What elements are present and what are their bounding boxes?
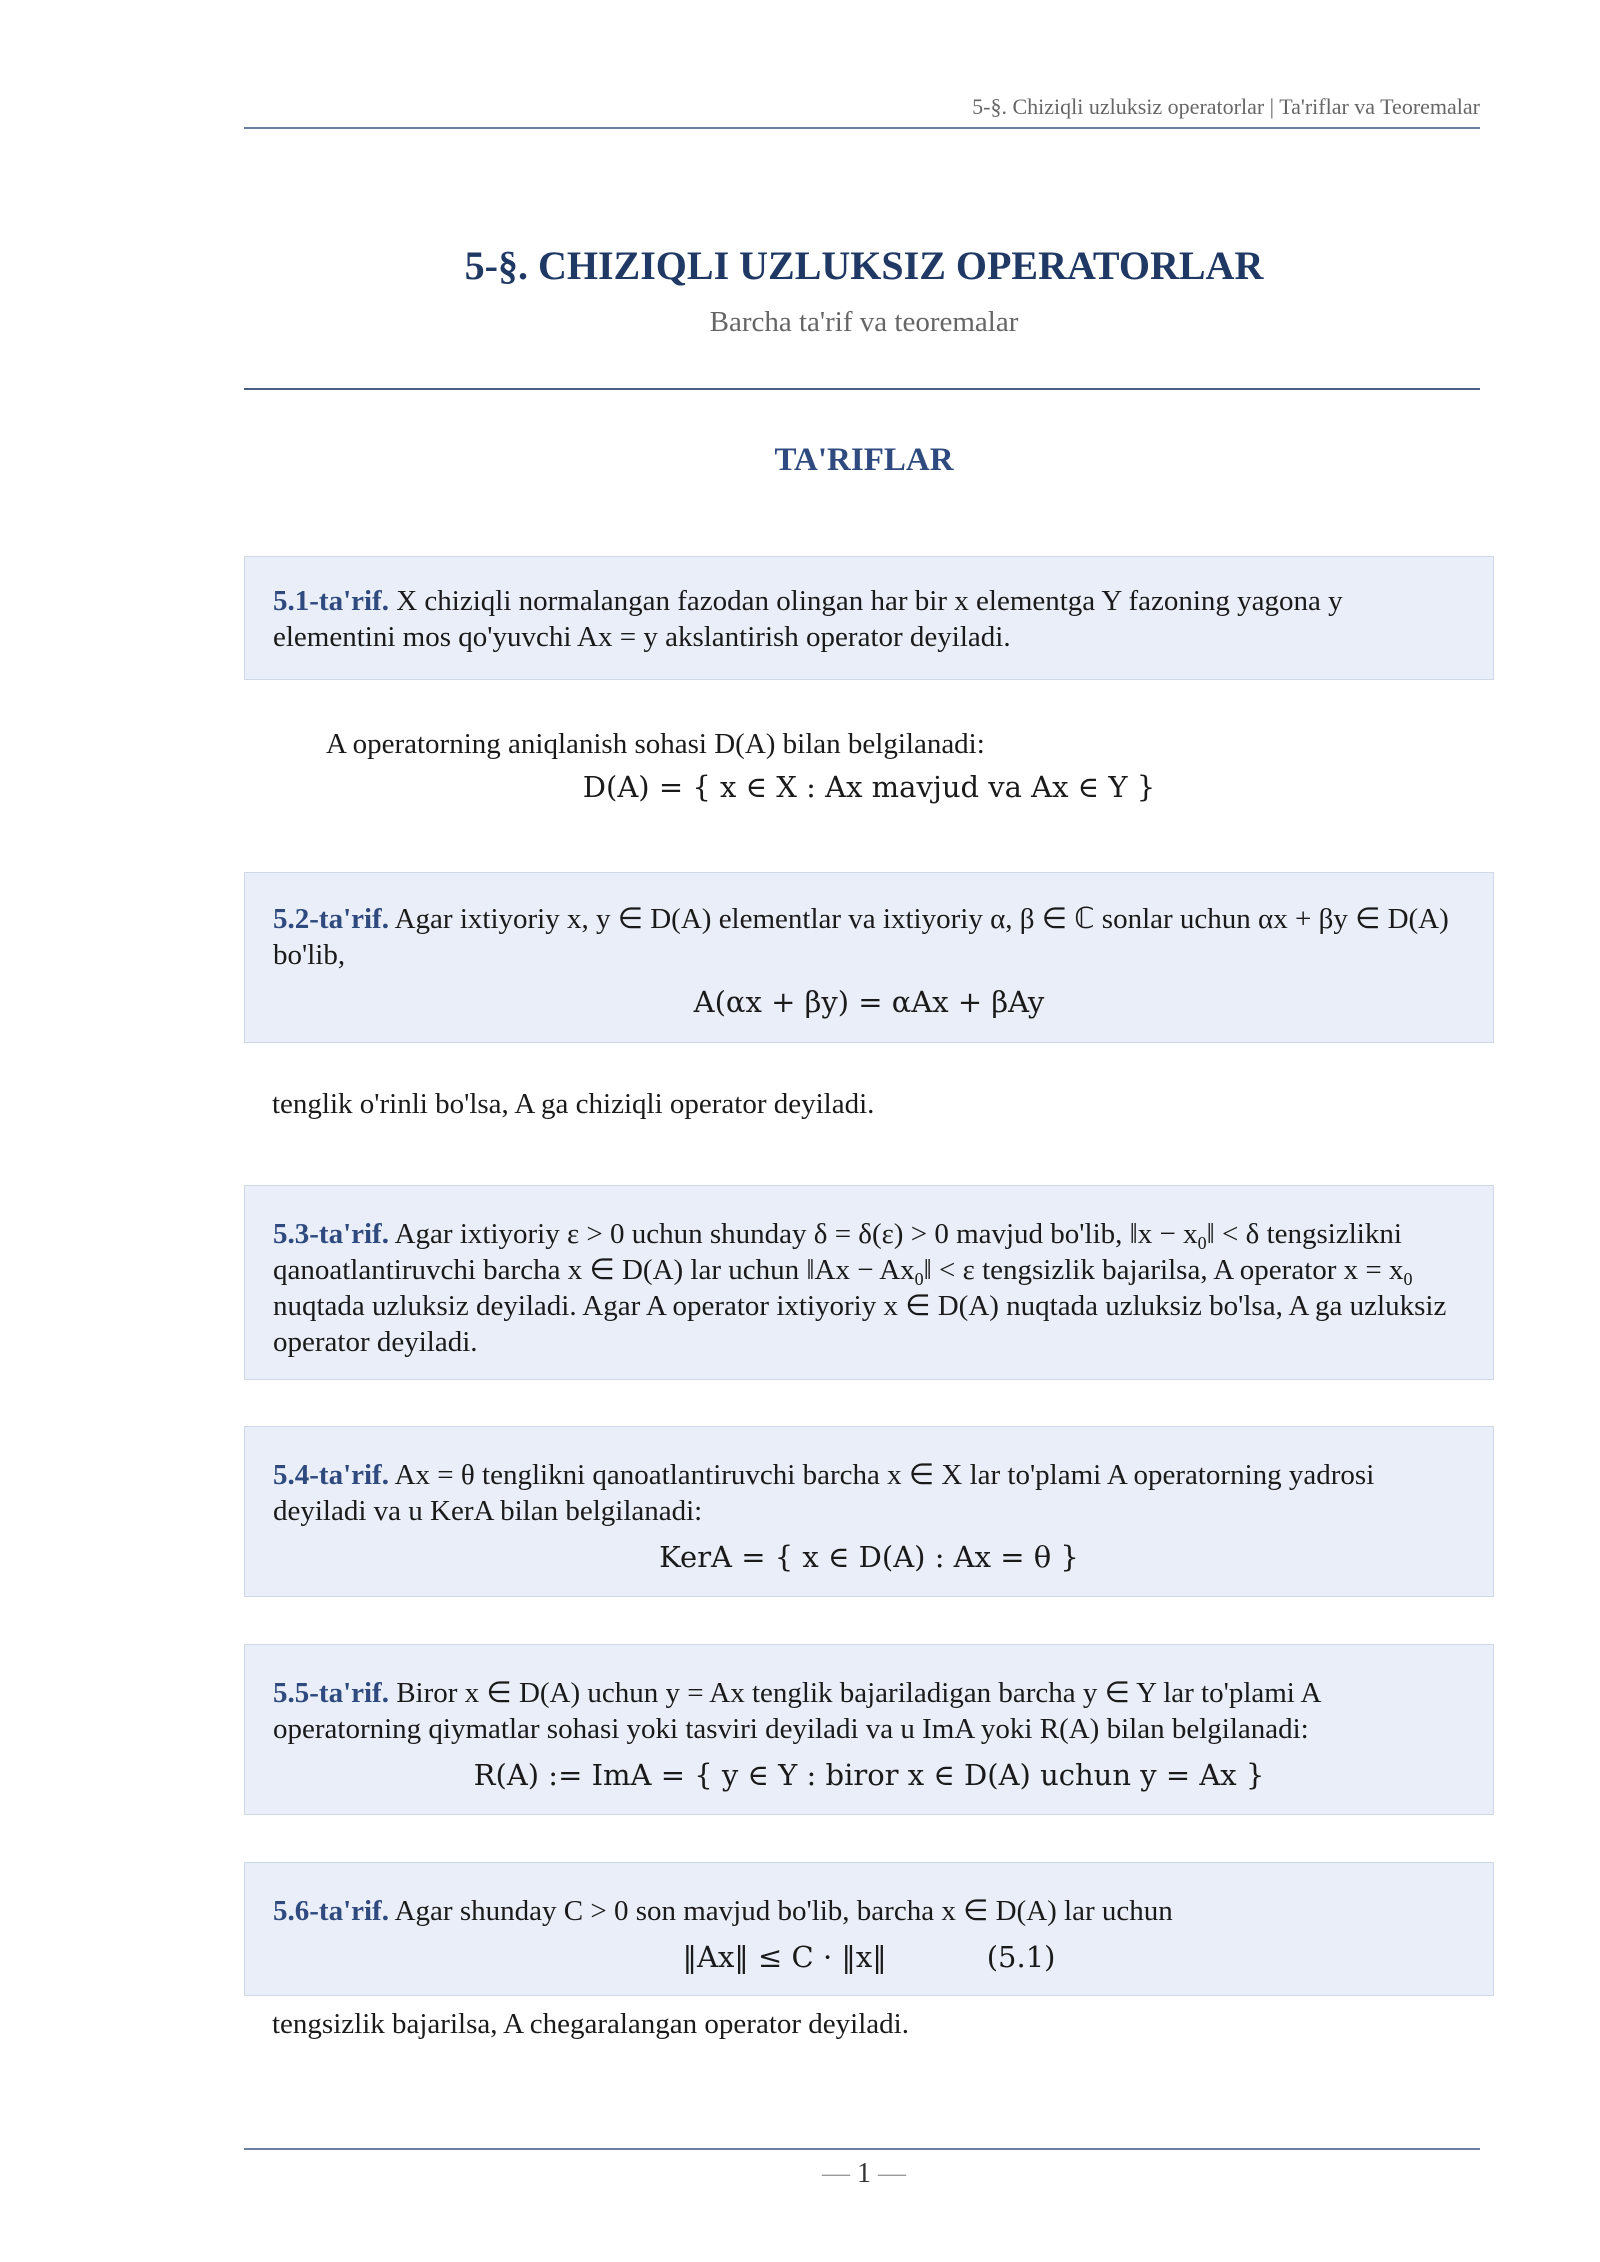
definition-body: Agar ixtiyoriy x, y ∈ D(A) elementlar va ixtiyoriy α, β ∈ ℂ sonlar uchun αx + βy ∈ D(A) bo'lib,: [273, 903, 1449, 971]
kernel-formula: KerA = { x ∈ D(A) : Ax = θ }: [659, 1540, 1079, 1574]
page-number: 1: [857, 2158, 871, 2189]
definition-text: [273, 1216, 1465, 1360]
page-subtitle: Barcha ta'rif va teoremalar: [709, 306, 1019, 338]
footer-divider: [244, 2148, 1480, 2150]
definition-box-5-5: [244, 1644, 1494, 1815]
definition-box-5-4: [244, 1426, 1494, 1597]
definition-label: 5.2-ta'rif.: [273, 903, 389, 935]
page-footer: [0, 2158, 1600, 2190]
definition-text: [273, 1675, 1465, 1747]
definition-body: nuqtada uzluksiz deyiladi. Agar A operator ixtiyoriy x ∈ D(A) nuqtada uzluksiz bo'lsa, A ga uzluksiz operator deyiladi.: [273, 1290, 1447, 1358]
definition-label: 5.3-ta'rif.: [273, 1218, 389, 1250]
definition-body: Ax = θ tenglikni qanoatlantiruvchi barcha x ∈ X lar to'plami A operatorning yadrosi deyiladi va u KerA bilan belgilanadi:: [273, 1459, 1375, 1527]
page-title: 5-§. CHIZIQLI UZLUKSIZ OPERATORLAR: [464, 243, 1264, 288]
boundedness-formula: ‖Ax‖ ≤ C · ‖x‖: [682, 1940, 887, 1974]
image-formula: R(A) := ImA = { y ∈ Y : biror x ∈ D(A) uchun y = Ax }: [473, 1758, 1265, 1792]
definition-box-5-1: [244, 556, 1494, 680]
domain-formula-row: [244, 770, 1494, 810]
definition-5-2-continuation: tenglik o'rinli bo'lsa, A ga chiziqli operator deyiladi.: [272, 1088, 875, 1120]
definition-body: ‖ < δ tengsizlikni qanoatlantiruvchi barcha x ∈ D(A) lar uchun ‖Ax − Ax: [273, 1218, 1402, 1286]
subscript-zero: 0: [1403, 1269, 1413, 1289]
footer-dash: —: [878, 2158, 906, 2189]
equation-number: (5.1): [986, 1940, 1056, 1974]
definition-text: [273, 1893, 1465, 1929]
definition-body: X chiziqli normalangan fazodan olingan har bir x elementga Y fazoning yagona y elementini mos qo'yuvchi Ax = y akslantirish operator deyiladi.: [273, 585, 1343, 653]
definition-body: Agar ixtiyoriy ε > 0 uchun shunday δ = δ(ε) > 0 mavjud bo'lib, ‖x − x: [388, 1218, 1198, 1250]
linearity-formula: A(αx + βy) = αAx + βAy: [693, 985, 1045, 1019]
definition-label: 5.1-ta'rif.: [273, 585, 389, 617]
definition-body: ‖ < ε tengsizlik bajarilsa, A operator x = x: [923, 1254, 1404, 1286]
definition-label: 5.5-ta'rif.: [273, 1677, 389, 1709]
definition-5-6-continuation: tengsizlik bajarilsa, A chegaralangan operator deyiladi.: [272, 2008, 909, 2040]
footer-dash: —: [822, 2158, 850, 2189]
running-header: 5-§. Chiziqli uzluksiz operatorlar | Ta'riflar va Teoremalar: [972, 94, 1480, 119]
definition-label: 5.4-ta'rif.: [273, 1459, 389, 1491]
subscript-zero: 0: [1197, 1233, 1207, 1253]
title-divider: [244, 388, 1480, 390]
definition-text: [273, 901, 1465, 973]
definition-box-5-3: [244, 1185, 1494, 1380]
boundedness-formula-row: [245, 1940, 1493, 1974]
definition-text: [273, 1457, 1465, 1529]
definition-body: Biror x ∈ D(A) uchun y = Ax tenglik bajariladigan barcha y ∈ Y lar to'plami A operatorning qiymatlar sohasi yoki tasviri deyiladi va u ImA yoki R(A) bilan belgilanadi:: [273, 1677, 1320, 1745]
domain-formula: D(A) = { x ∈ X : Ax mavjud va Ax ∈ Y }: [582, 770, 1156, 804]
definition-text: [273, 583, 1465, 655]
definition-box-5-6: [244, 1862, 1494, 1996]
subscript-zero: 0: [914, 1269, 924, 1289]
definition-box-5-2: [244, 872, 1494, 1043]
definition-label: 5.6-ta'rif.: [273, 1895, 389, 1927]
section-heading: TA'RIFLAR: [774, 442, 954, 478]
domain-note: A operatorning aniqlanish sohasi D(A) bilan belgilanadi:: [326, 728, 985, 760]
header-divider: [244, 127, 1480, 129]
definition-body: Agar shunday C > 0 son mavjud bo'lib, barcha x ∈ D(A) lar uchun: [388, 1895, 1173, 1927]
